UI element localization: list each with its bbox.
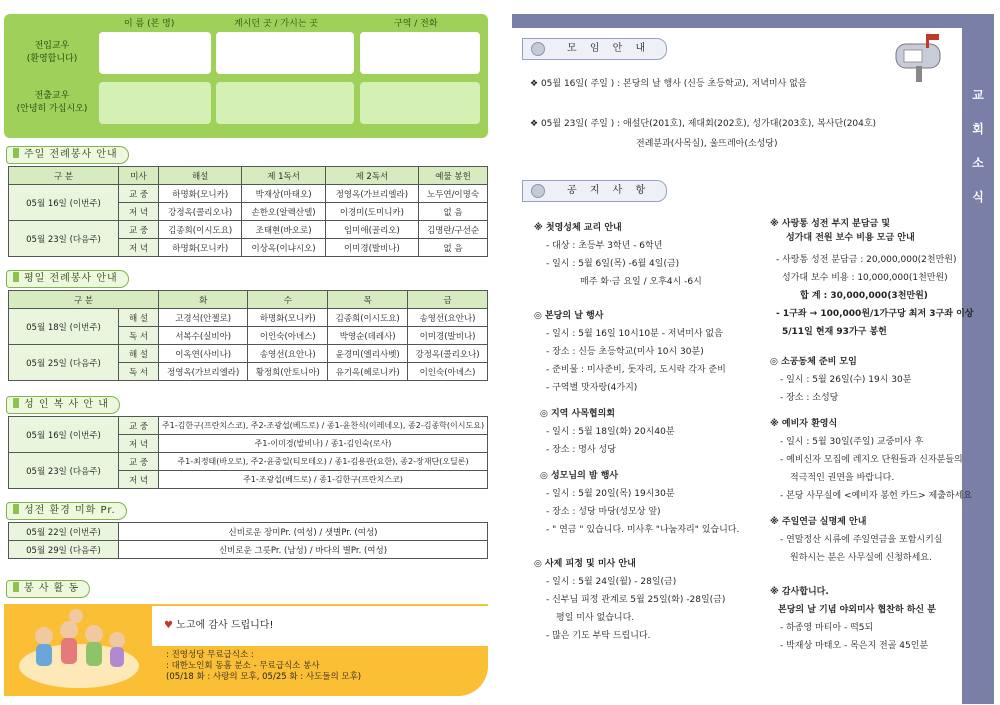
table-row: 05월 18일 (이번주) 해 설 고경석(안젤로) 하명화(모니카) 김종희(이시도요) 송영선(요안나) <box>9 309 488 327</box>
notice-head: 성가대 전원 보수 비용 모금 안내 <box>786 233 915 243</box>
notice-line: - 장소 : 신등 초등학교(미사 10시 30분) <box>546 347 704 357</box>
mailbox-illustration <box>886 30 956 84</box>
notice-line: 5/11일 현재 93가구 봉헌 <box>782 327 887 337</box>
volunteer-line: (05/18 화 : 사랑의 모후, 05/25 화 : 사도들의 모후) <box>166 672 362 682</box>
table-row: 05월 16일 (이번주) 교 중 하명화(모니카) 박재상(마태오) 정영옥(가브리엘라) 노두연/이명숙 <box>9 185 488 203</box>
table-row: 저 녁 주1-이미경(발비나) / 종1-김인숙(로사) <box>9 435 488 453</box>
meeting-item: ❖ 05월 23일( 주일 ) : 애설단(201호), 제대회(202호), 성가대(203호), 복사단(204호) <box>530 119 877 129</box>
notice-line: - 일시 : 5월 30일(주일) 교중미사 후 <box>780 437 924 447</box>
notice-head: ◎ 사제 피정 및 미사 안내 <box>534 559 636 569</box>
notice-head: ◎ 본당의 날 행사 <box>534 311 604 321</box>
people-illustration <box>14 606 144 690</box>
notice-head: ◎ 소공동체 준비 모임 <box>770 357 857 367</box>
notice-head: ◎ 성모님의 밤 행사 <box>540 471 619 481</box>
reg-out-contact[interactable] <box>360 82 480 124</box>
notice-line: - 신부님 피정 관계로 5월 25일(화) -28일(금) <box>546 595 726 605</box>
notice-head: ※ 주일연금 실명제 안내 <box>770 517 867 527</box>
flowers-title: 성전 환경 미화 Pr. <box>6 502 127 520</box>
meeting-item-cont: 전례분과(사목실), 울뜨레아(소성당) <box>636 139 778 149</box>
notice-line: 적극적인 권면을 바랍니다. <box>790 473 895 483</box>
notice-line: 원하시는 분은 사무실에 신청하세요. <box>790 553 932 563</box>
th: 해설 <box>159 167 242 185</box>
table-row: 저 녁 하명화(모니카) 이상옥(이냐시오) 이미경(발비나) 없 음 <box>9 239 488 257</box>
notice-line: - 장소 : 명사 성당 <box>546 445 616 455</box>
meetings-title: 모 임 안 내 <box>522 38 667 60</box>
altar-title: 성 인 복 사 안 내 <box>6 396 120 414</box>
reg-in-name[interactable] <box>99 32 211 74</box>
volunteer-thanks-box <box>152 606 488 646</box>
altar-table <box>8 416 488 489</box>
th: 화 <box>159 291 248 309</box>
notices-title: 공 지 사 항 <box>522 180 667 202</box>
notice-line: - 대상 : 초등부 3학년 - 6학년 <box>546 241 663 251</box>
reg-header-contact: 구역 / 전화 <box>394 19 438 29</box>
table-row: 저 녁 강정옥(콜리오나) 손한오(알렉산델) 이경미(도미니카) 없 음 <box>9 203 488 221</box>
notice-head: ※ 감사합니다. <box>770 587 829 597</box>
notice-head: ◎ 지역 사목협의회 <box>540 409 615 419</box>
volunteer-box <box>4 604 488 696</box>
reg-label-out: 전출교우 (안녕히 가십시오) <box>16 91 88 114</box>
notice-line: - 일시 : 5월 16일 10시10분 - 저녁미사 없음 <box>546 329 723 339</box>
notice-line: - 준비물 : 미사준비, 돗자리, 도시락 각자 준비 <box>546 365 726 375</box>
reg-out-name[interactable] <box>99 82 211 124</box>
notice-line: 평일 미사 없습니다. <box>556 613 635 623</box>
notice-line: - 장소 : 성당 마당(성모상 앞) <box>546 507 661 517</box>
th: 목 <box>328 291 408 309</box>
notice-line: - 많은 기도 부탁 드립니다. <box>546 631 651 641</box>
sunday-table <box>8 166 488 257</box>
notice-line: - 일시 : 5월 6일(목) -6월 4일(금) <box>546 259 680 269</box>
reg-label-in: 전입교우 (환영합니다) <box>26 41 78 64</box>
notice-head: ※ 첫영성체 교리 안내 <box>534 223 622 233</box>
notice-head: ※ 예비자 환영식 <box>770 419 838 429</box>
side-title-char: 식 <box>972 190 984 204</box>
reg-header-place: 계시던 곳 / 가시는 곳 <box>234 19 319 29</box>
notice-line: - 일시 : 5월 20일(목) 19시30분 <box>546 489 675 499</box>
registration-box <box>4 14 488 138</box>
notice-line: - 연말정산 시류에 주일연금을 포함시키실 <box>780 535 943 545</box>
notice-line: - 예비신자 모집에 레지오 단원들과 신자분들의 <box>780 455 963 465</box>
volunteer-line: : 진영성당 무료급식소 : <box>166 650 254 660</box>
notice-line: - 본당 사무실에 <예비자 봉헌 카드> 제출하세요 <box>780 491 972 501</box>
notice-head: 본당의 날 기념 야외미사 협찬하 하신 분 <box>778 605 936 615</box>
th: 제 2독서 <box>325 167 418 185</box>
table-row: 05월 23일 (다음주) 교 중 김종희(이시도요) 조태현(바오로) 임미애(골리오) 김명란/구선순 <box>9 221 488 239</box>
notice-head: ※ 사랑통 성전 부지 분담금 및 <box>770 219 891 229</box>
volunteer-title: 봉 사 활 동 <box>6 580 90 598</box>
flowers-table <box>8 522 488 559</box>
notice-line: - 1구좌 → 100,000원/1가구당 최저 3구좌 이상 <box>776 309 974 319</box>
table-row: 05월 29일 (다음주) 신비로운 그릇Pr. (남성) / 바다의 별Pr. (여성) <box>9 541 488 559</box>
side-title-char: 소 <box>972 156 984 170</box>
table-row: 05월 22일 (이번주) 신비로운 장미Pr. (여성) / 샛별Pr. (여성) <box>9 523 488 541</box>
table-row: 독 서 서복수(실비아) 이인숙(아녜스) 박영순(데레사) 이미경(발비나) <box>9 327 488 345</box>
side-title-char: 교 <box>972 88 984 102</box>
reg-header-name: 이 름 (본 명) <box>124 19 175 29</box>
side-band <box>962 28 994 704</box>
th: 금 <box>408 291 488 309</box>
th: 구 분 <box>9 167 119 185</box>
notice-line: - 일시 : 5월 26일(수) 19시 30분 <box>780 375 912 385</box>
weekday-table <box>8 290 488 381</box>
table-row: 05월 23일 (다음주) 교 중 주1-최정태(바오로), 주2-윤중일(티모테오) / 종1-김용관(요한), 종2-장재단(오딜론) <box>9 453 488 471</box>
table-row: 05월 16일 (이번주) 교 중 주1-김한구(프란치스코), 주2-조광섭(베드로) / 종1-윤찬식(이레네오), 종2-김종학(이시도요) <box>9 417 488 435</box>
table-row: 저 녁 주1-조광섭(베드로) / 종1-김한구(프란치스코) <box>9 471 488 489</box>
side-title-char: 회 <box>972 122 984 136</box>
weekday-title: 평일 전례봉사 안내 <box>6 270 129 288</box>
notice-line: 성가대 보수 비용 : 10,000,000(1천만원) <box>782 273 948 283</box>
meeting-item: ❖ 05월 16일( 주일 ) : 본당의 날 행사 (신등 초등학교), 저녁미사 없음 <box>530 79 807 89</box>
table-row: 독 서 정영옥(가브리엘라) 황정희(안토니아) 유기옥(헤로니카) 이인숙(아녜스) <box>9 363 488 381</box>
sunday-title: 주일 전례봉사 안내 <box>6 146 129 164</box>
notice-line: - 일시 : 5월 18일(화) 20시40분 <box>546 427 675 437</box>
th: 구 분 <box>9 291 159 309</box>
reg-in-place[interactable] <box>216 32 354 74</box>
table-row: 05월 25일 (다음주) 해 설 이옥연(사비나) 송영선(요안나) 윤경미(엘리사벳) 강정옥(콜리오나) <box>9 345 488 363</box>
volunteer-line: : 대한노인회 동흠 분소 - 무료급식소 봉사 <box>166 661 320 671</box>
notice-line: - 장소 : 소성당 <box>780 393 839 403</box>
th: 예물 봉헌 <box>419 167 488 185</box>
th: 미사 <box>119 167 159 185</box>
notice-line: - 구역별 맛자랑(4가지) <box>546 383 638 393</box>
reg-in-contact[interactable] <box>360 32 480 74</box>
notice-line: - 사랑통 성전 분담금 : 20,000,000(2천만원) <box>776 255 957 265</box>
notice-line: - 하종영 마티아 - 떡5되 <box>780 623 874 633</box>
person-icon <box>531 42 545 56</box>
volunteer-thanks: ♥ 노고에 감사 드립니다! <box>164 620 274 631</box>
notice-line: 합 계 : 30,000,000(3천만원) <box>800 291 928 301</box>
reg-out-place[interactable] <box>216 82 354 124</box>
notice-line: - 박재상 마태오 - 목은지 전골 45인분 <box>780 641 929 651</box>
heart-icon: ♥ <box>164 620 173 631</box>
notice-line: - " 연금 " 있습니다. 미사후 "나눔자리" 있습니다. <box>546 525 740 535</box>
person-icon <box>531 184 545 198</box>
notice-line: 매주 화·금 요일 / 오후4시 -6시 <box>580 277 702 287</box>
top-band <box>512 14 994 28</box>
notice-line: - 일시 : 5월 24일(월) - 28일(금) <box>546 577 677 587</box>
th: 제 1독서 <box>242 167 325 185</box>
th: 수 <box>248 291 328 309</box>
